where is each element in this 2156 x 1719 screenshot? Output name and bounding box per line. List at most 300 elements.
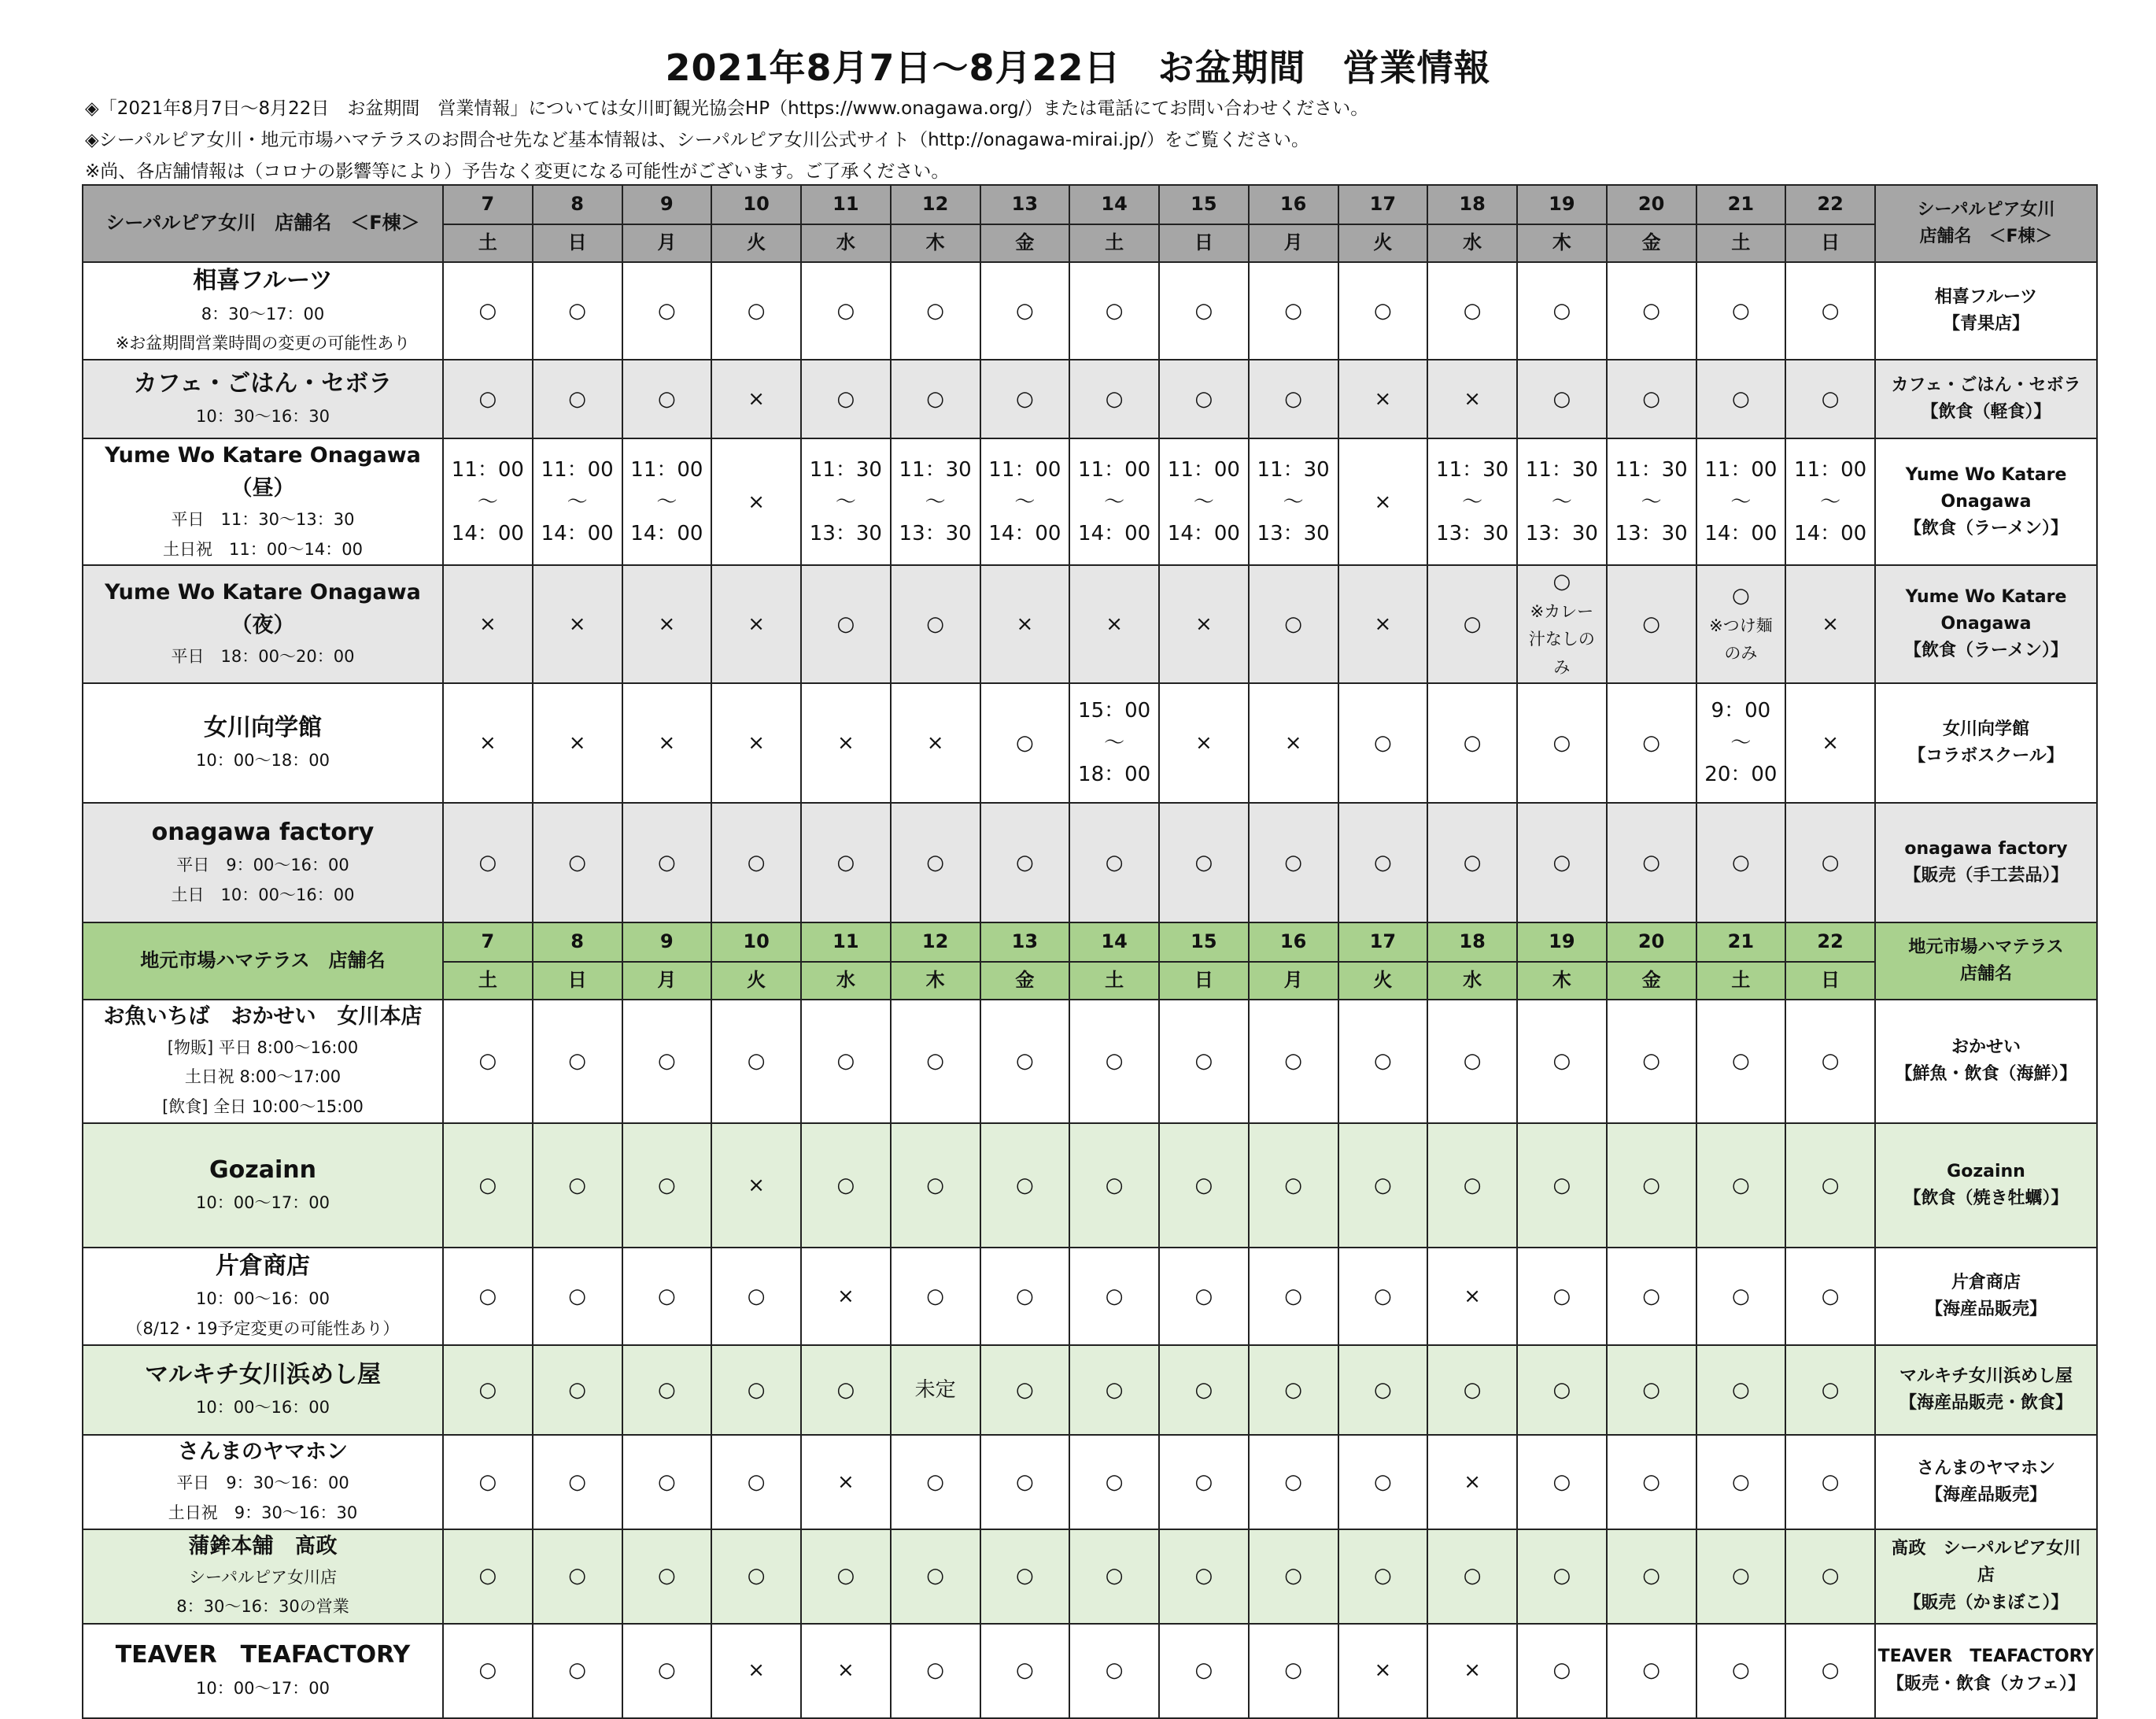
store-hours-line: 8：30～16：30の営業 [176,1597,349,1617]
day-status: × [836,1284,855,1308]
store-name-cell [83,262,443,360]
day-status-line: ○ [1732,584,1750,608]
day-status-line: 14：00 [1078,521,1151,545]
day-status: ○ [1105,386,1124,411]
day-status: ○ [1194,1469,1213,1494]
day-status: ○ [836,1377,855,1402]
day-status: ○ [836,298,855,323]
store-name: 相喜フルーツ [193,267,333,294]
store-row [83,262,2097,360]
weekday-header: 土 [1069,224,1159,262]
store-category-line: さんまのヤマホン [1916,1458,2055,1478]
day-status: ○ [1284,1564,1302,1588]
store-name: Yume Wo Katare Onagawa（昼） [105,443,421,501]
store-row [83,1248,2097,1345]
day-status-cell [1607,1624,1696,1718]
day-status: ○ [1016,1564,1034,1588]
day-status-cell [443,1624,533,1718]
weekday-header: 土 [1696,962,1786,1000]
day-status: × [1284,730,1302,755]
day-status-cell [1427,1248,1517,1345]
day-status: × [836,1658,855,1683]
day-status-line: み [1553,658,1571,678]
day-status: ○ [1463,1049,1482,1074]
date-header: 17 [1338,922,1428,962]
store-name-cell [83,1123,443,1248]
store-name: TEAVER TEAFACTORY [115,1641,411,1669]
day-status-line: 20：00 [1704,762,1778,786]
day-status: × [748,490,766,514]
date-header: 11 [801,185,891,224]
day-status: ○ [1105,1377,1124,1402]
day-status: ○ [1374,1377,1392,1402]
store-name: Yume Wo Katare Onagawa（夜） [105,580,421,638]
day-status-cell [980,1435,1070,1529]
day-status-cell [443,803,533,922]
day-status: ○ [658,386,676,411]
day-status-line: 11：00 [451,458,524,482]
day-status-cell [1517,1000,1607,1123]
day-status: ○ [1105,1284,1124,1308]
store-category-line: おかせい [1951,1037,2021,1058]
day-status: ○ [478,1469,497,1494]
date-header: 20 [1607,185,1696,224]
day-status-cell [711,1123,801,1248]
date-header: 7 [443,185,533,224]
store-category-cell [1875,438,2097,565]
day-status: ○ [1821,1284,1840,1308]
day-status: ○ [747,1377,766,1402]
day-status: × [1016,612,1034,636]
day-status-cell [711,1248,801,1345]
day-status-cell [533,1123,622,1248]
day-status: ○ [926,1469,944,1494]
day-status: ○ [926,850,944,874]
day-status: ○ [658,850,676,874]
store-category-cell [1875,1624,2097,1718]
date-header: 9 [622,922,712,962]
day-status-cell [980,360,1070,438]
day-status: ○ [1463,1377,1482,1402]
day-status-cell [533,1529,622,1624]
day-status: ○ [836,1564,855,1588]
day-status-line: ～ [1104,730,1125,755]
day-status-cell [801,803,891,922]
day-status: ○ [1374,1469,1392,1494]
day-status-line: ※カレー [1530,601,1594,621]
day-status-cell [1696,683,1786,803]
store-name-cell [83,360,443,438]
day-status: ○ [1642,1284,1660,1308]
day-status-cell [1517,683,1607,803]
day-status-cell [1069,1123,1159,1248]
date-header: 18 [1427,185,1517,224]
day-status-cell [1785,262,1875,360]
day-status-cell [1785,1248,1875,1345]
day-status: ○ [926,1173,944,1197]
day-status: ○ [926,612,944,636]
store-category-line: 【飲食（軽食）】 [1921,402,2051,423]
day-status: ○ [1194,1284,1213,1308]
day-status: × [1464,386,1482,411]
day-status: ○ [568,1564,586,1588]
day-status: ○ [658,1377,676,1402]
day-status-cell [1069,683,1159,803]
day-status: ○ [1642,850,1660,874]
store-category-line: マルキチ女川浜めし屋 [1899,1366,2073,1386]
hamaterasu-header-label: 地元市場ハマテラス 店舗名 [83,922,443,1000]
day-status: ○ [1284,1173,1302,1197]
store-name: さんまのヤマホン [178,1440,348,1465]
day-status-line: 11：30 [899,458,972,482]
store-row [83,1345,2097,1435]
day-status-cell [1785,1435,1875,1529]
weekday-header: 火 [1338,224,1428,262]
day-status: ○ [1374,1284,1392,1308]
right-header-line: 店舗名 ＜F棟＞ [1919,227,2053,246]
day-status-cell [891,1000,980,1123]
day-status-line: 14：00 [451,521,524,545]
day-status-cell [1249,683,1338,803]
day-status: × [658,730,676,755]
date-header: 11 [801,922,891,962]
page-title: 2021年8月7日～8月22日 お盆期間 営業情報 [665,46,1491,89]
day-status: ○ [1016,730,1034,755]
day-status: ○ [1016,1377,1034,1402]
day-status-cell [622,565,712,682]
day-status: ○ [1105,1049,1124,1074]
store-hours-line: （8/12・19予定変更の可能性あり） [126,1319,400,1339]
day-status-cell [1159,1123,1249,1248]
day-status-cell [533,683,622,803]
day-status: ○ [1642,1469,1660,1494]
store-hours-line: 10：00～16：00 [196,1398,330,1418]
date-header: 8 [533,922,622,962]
day-status-cell [1607,1000,1696,1123]
store-category-cell [1875,1248,2097,1345]
day-status-cell [1607,360,1696,438]
day-status-cell [533,1624,622,1718]
store-category-line: 【販売・飲食（カフェ）】 [1887,1673,2085,1694]
store-name-cell [83,1435,443,1529]
day-status-cell [533,1435,622,1529]
day-status-line: ～ [656,490,677,514]
day-status: ○ [478,850,497,874]
day-status: × [748,386,766,411]
day-status-cell [980,1000,1070,1123]
day-status-line: 13：30 [1257,521,1330,545]
day-status: ○ [1821,298,1840,323]
store-name: カフェ・ごはん・セボラ [133,369,393,397]
day-status-cell [1249,1529,1338,1624]
store-category-line: 【青果店】 [1942,314,2029,335]
day-status-cell [1696,1248,1786,1345]
day-status-cell [1607,1529,1696,1624]
store-hours-line: [飲食] 全日 10:00～15:00 [162,1097,364,1117]
day-status-line: ～ [835,490,856,514]
day-status-cell [711,1529,801,1624]
day-status-cell [980,438,1070,565]
store-category-line: TEAVER TEAFACTORY [1877,1647,2095,1667]
day-status: ○ [568,1469,586,1494]
day-status: ○ [1552,1564,1571,1588]
day-status-line: 11：30 [1525,458,1598,482]
date-header: 14 [1069,185,1159,224]
weekday-header: 木 [891,962,980,1000]
day-status: ○ [1016,1469,1034,1494]
day-status-cell [1249,1123,1338,1248]
store-category-line: 相喜フルーツ [1934,286,2038,307]
date-header: 19 [1517,922,1607,962]
day-status-line: ～ [1730,490,1752,514]
store-category-line: 【海産品販売】 [1925,1484,2047,1505]
day-status: ○ [1821,1173,1840,1197]
day-status-cell [1338,1000,1428,1123]
day-status-line: 11：00 [1794,458,1867,482]
store-category-line: 髙政 シーパルピア女川 [1891,1539,2081,1559]
day-status-cell [443,1000,533,1123]
day-status-cell [1249,262,1338,360]
note-disclaimer: ※尚、各店舗情報は（コロナの影響等により）予告なく変更になる可能性がございます。ご了承ください。 [85,161,950,182]
day-status: × [926,730,944,755]
day-status-line: 14：00 [1794,521,1867,545]
day-status: ○ [1284,612,1302,636]
day-status: × [836,730,855,755]
right-header-line: シーパルピア女川 [1917,199,2055,220]
day-status-cell [1607,803,1696,922]
day-status-cell [622,803,712,922]
store-name-cell [83,1000,443,1123]
store-name: マルキチ女川浜めし屋 [145,1360,381,1388]
day-status-cell [1696,1624,1786,1718]
weekday-header: 火 [711,224,801,262]
day-status: ○ [1194,850,1213,874]
day-status: ○ [478,1377,497,1402]
day-status-cell [1427,803,1517,922]
day-status-cell [891,262,980,360]
day-status-cell [622,262,712,360]
store-name-cell [83,1624,443,1718]
day-status-line: 14：00 [1704,521,1778,545]
date-header: 8 [533,185,622,224]
store-hours-line: 土日祝 8:00～17:00 [184,1067,341,1087]
store-name-cell [83,683,443,803]
day-status-cell [1785,360,1875,438]
day-status: ○ [1016,298,1034,323]
store-category-line: 【海産品販売】 [1925,1299,2047,1320]
day-status-cell [711,803,801,922]
day-status-line: のみ [1724,644,1758,664]
date-header: 7 [443,922,533,962]
date-header: 22 [1785,922,1875,962]
store-category-line: onagawa factory [1904,838,2068,859]
day-status-cell [1069,1529,1159,1624]
day-status-cell [1069,438,1159,565]
weekday-header: 金 [980,224,1070,262]
day-status: ○ [568,1658,586,1683]
day-status-cell [443,1345,533,1435]
day-status-cell [801,262,891,360]
day-status: × [1106,612,1124,636]
weekday-header: 火 [1338,962,1428,1000]
date-header: 21 [1696,185,1786,224]
day-status: ○ [1463,1564,1482,1588]
day-status: ○ [568,1049,586,1074]
day-status: × [1374,1658,1392,1683]
day-status-cell [1338,438,1428,565]
day-status-line: ※つけ麺 [1709,616,1773,635]
day-status: ○ [1374,1049,1392,1074]
store-category-line: 【販売（かまぼこ）】 [1903,1592,2069,1613]
day-status-cell [1427,683,1517,803]
weekday-header: 木 [891,224,980,262]
day-status-cell [801,1123,891,1248]
day-status-cell [891,1123,980,1248]
day-status: × [658,612,676,636]
store-category-cell [1875,565,2097,682]
day-status-cell [1427,262,1517,360]
day-status: ○ [1552,850,1571,874]
day-status: 未定 [914,1377,956,1402]
day-status-cell [443,262,533,360]
day-status-line: ～ [1730,730,1752,755]
store-hours-line: 平日 9：00～16：00 [176,856,349,875]
weekday-header: 月 [1249,224,1338,262]
day-status-line: 13：30 [1525,521,1598,545]
day-status: ○ [1016,386,1034,411]
day-status-cell [1069,565,1159,682]
store-category-line: Yume Wo Katare [1905,464,2067,485]
day-status: ○ [658,1049,676,1074]
store-category-cell [1875,1435,2097,1529]
day-status-cell [622,683,712,803]
right-header-line: 地元市場ハマテラス [1908,937,2064,957]
store-row [83,360,2097,438]
day-status-cell [1427,1123,1517,1248]
day-status-cell [443,360,533,438]
day-status-line: 13：30 [1436,521,1509,545]
day-status-cell [980,1624,1070,1718]
day-status-cell [1338,1345,1428,1435]
day-status-cell [801,1435,891,1529]
day-status-line: 11：00 [630,458,703,482]
day-status-cell [1427,1000,1517,1123]
day-status-cell [891,1248,980,1345]
day-status-cell [1785,1529,1875,1624]
store-name: Gozainn [209,1155,316,1184]
weekday-header: 水 [1427,962,1517,1000]
day-status: ○ [1552,1049,1571,1074]
day-status: × [748,730,766,755]
weekday-header: 金 [1607,224,1696,262]
store-row [83,803,2097,922]
day-status-cell [980,262,1070,360]
day-status-cell [622,360,712,438]
day-status-cell [443,683,533,803]
day-status-cell [980,803,1070,922]
store-category-cell [1875,1000,2097,1123]
day-status: ○ [658,1564,676,1588]
day-status: ○ [926,1049,944,1074]
day-status-cell [1069,1248,1159,1345]
date-header: 10 [711,922,801,962]
day-status: ○ [1016,1658,1034,1683]
weekday-header: 日 [533,224,622,262]
date-header: 13 [980,922,1070,962]
day-status-cell [801,438,891,565]
store-category-cell [1875,1345,2097,1435]
store-name-cell [83,1345,443,1435]
day-status-cell [1249,1000,1338,1123]
day-status-cell [622,1123,712,1248]
day-status: × [1194,612,1213,636]
day-status-cell [1249,1435,1338,1529]
day-status-cell [801,1000,891,1123]
day-status-cell [533,438,622,565]
day-status: ○ [1284,850,1302,874]
day-status: ○ [1732,1469,1750,1494]
weekday-header: 土 [1069,962,1159,1000]
day-status: ○ [1194,298,1213,323]
store-category-line: Gozainn [1947,1161,2025,1181]
store-category-line: 【鮮魚・飲食（海鮮）】 [1895,1064,2077,1085]
day-status: ○ [1105,1658,1124,1683]
day-status: ○ [1194,1377,1213,1402]
day-status: ○ [1374,730,1392,755]
date-header: 16 [1249,922,1338,962]
store-name: 蒲鉾本舗 髙政 [188,1533,338,1558]
date-header: 13 [980,185,1070,224]
day-status: ○ [1821,1469,1840,1494]
day-status: ○ [1374,1173,1392,1197]
day-status-cell [1517,1248,1607,1345]
weekday-header: 土 [443,962,533,1000]
day-status-cell [711,565,801,682]
day-status: ○ [1642,1658,1660,1683]
day-status: × [1374,612,1392,636]
day-status: ○ [747,1049,766,1074]
header-row-dates [83,922,2097,962]
day-status-cell [1696,1529,1786,1624]
day-status: ○ [1194,1658,1213,1683]
day-status-cell [1338,1248,1428,1345]
day-status-cell [1427,1345,1517,1435]
store-category-line: 【海産品販売・飲食】 [1899,1393,2073,1414]
day-status: ○ [1105,1564,1124,1588]
store-row [83,565,2097,682]
seapal-header-label: シーパルピア女川 店舗名 ＜F棟＞ [83,185,443,262]
day-status-cell [1785,1123,1875,1248]
day-status-cell [980,565,1070,682]
store-category-cell [1875,803,2097,922]
day-status-cell [1159,262,1249,360]
day-status: ○ [926,386,944,411]
day-status: ○ [1732,386,1750,411]
day-status-cell [1427,1624,1517,1718]
store-hours-line: 平日 18：00～20：00 [171,647,355,666]
day-status-cell [711,262,801,360]
store-hours-line: 10：00～17：00 [196,1193,330,1213]
weekday-header: 火 [711,962,801,1000]
day-status: ○ [747,1469,766,1494]
date-header: 12 [891,922,980,962]
day-status-cell [622,1248,712,1345]
day-status-cell [1785,1000,1875,1123]
day-status-cell [1696,1000,1786,1123]
day-status: ○ [1552,1173,1571,1197]
day-status-line: ～ [925,490,946,514]
day-status-cell [1696,360,1786,438]
